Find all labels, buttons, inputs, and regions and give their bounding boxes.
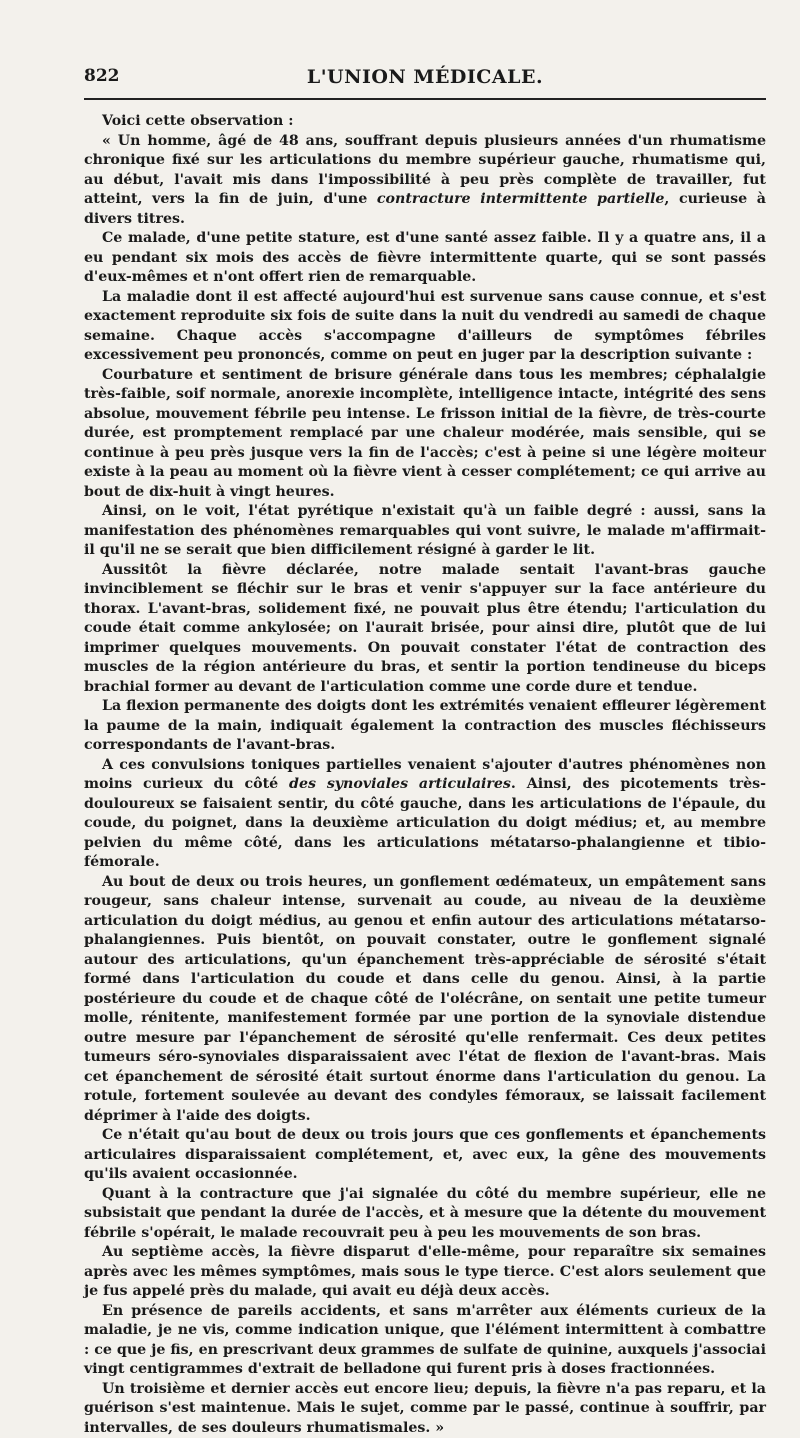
paragraph: Au bout de deux ou trois heures, un gonflement œdémateux, un empâtement sans rougeur, sans chaleur intense, survenait au coude, au niveau de la deuxième articulation du doigt médius, au genou et enfin autour des articulations métatarso-phalangiennes. Puis bientôt, on pouvait constater, outre le gonflement signalé autour des articulations, qu'un épanchement très-appréciable de sérosité s'était formé dans l'articulation du coude et dans celle du genou. Ainsi, à la partie postérieure du coude et de chaque côté de l'olécrâne, on sentait une petite tumeur molle, rénitente, manifestement formée par une portion de la synoviale distendue outre mesure par l'épanchement de sérosité qu'elle renfermait. Ces deux petites tumeurs séro-synoviales disparaissaient avec l'état de flexion de l'avant-bras. Mais cet épanchement de sérosité était surtout énorme dans l'articulation du genou. La rotule, fortement soulevée au devant des condyles fémoraux, se laissait facilement déprimer à l'aide des doigts. — [84, 873, 766, 1127]
page-number: 822 — [84, 66, 264, 86]
paragraph: Ce malade, d'une petite stature, est d'une santé assez faible. Il y a quatre ans, il a eu pendant six mois des accès de fièvre intermittente quarte, qui se sont passés d'eux-mêmes et n'ont offert rien de remarquable. — [84, 229, 766, 288]
header-rule — [84, 98, 766, 100]
paragraph: A ces convulsions toniques partielles venaient s'ajouter d'autres phénomènes non moins curieux du côté des synoviales articulaires. Ainsi, des picotements très-douloureux se faisaient sentir, du côté gauche, dans les articulations de l'épaule, du coude, du poignet, dans la deuxième articulation du doigt médius; et, au membre pelvien du même côté, dans les articulations métatarso-phalangienne et tibio-fémorale. — [84, 756, 766, 873]
page-header — [84, 66, 766, 94]
paragraph: Quant à la contracture que j'ai signalée du côté du membre supérieur, elle ne subsistait que pendant la durée de l'accès, et à mesure que la détente du mouvement fébrile s'opérait, le malade recouvrait peu à peu les mouvements de son bras. — [84, 1185, 766, 1244]
italic-term: contracture intermittente partielle — [377, 191, 664, 207]
italic-term: des synoviales articulaires — [289, 776, 511, 792]
paragraph: Un troisième et dernier accès eut encore lieu; depuis, la fièvre n'a pas reparu, et la guérison s'est maintenue. Mais le sujet, comme par le passé, continue à souffrir, par intervalles, de ses douleurs rhumatismales. » — [84, 1380, 766, 1438]
paragraph: Au septième accès, la fièvre disparut d'elle-même, pour reparaître six semaines après avec les mêmes symptômes, mais sous le type tierce. C'est alors seulement que je fus appelé près du malade, qui avait eu déjà deux accès. — [84, 1243, 766, 1302]
paragraph: Courbature et sentiment de brisure générale dans tous les membres; céphalalgie très-faible, soif normale, anorexie incomplète, intelligence intacte, intégrité des sens absolue, mouvement fébrile peu intense. Le frisson initial de la fièvre, de très-courte durée, est promptement remplacé par une chaleur modérée, mais sensible, qui se continue à peu près jusque vers la fin de l'accès; c'est à peine si une légère moiteur existe à la peau au moment où la fièvre vient à cesser complétement; ce qui arrive au bout de dix-huit à vingt heures. — [84, 366, 766, 503]
paragraph: Ce n'était qu'au bout de deux ou trois jours que ces gonflements et épanchements articulaires disparaissaient complétement, et, avec eux, la gêne des mouvements qu'ils avaient occasionnée. — [84, 1126, 766, 1185]
paragraph: Voici cette observation : — [84, 112, 766, 132]
paragraph: Ainsi, on le voit, l'état pyrétique n'existait qu'à un faible degré : aussi, sans la manifestation des phénomènes remarquables qui vont suivre, le malade m'affirmait-il qu'il ne se serait que bien difficilement résigné à garder le lit. — [84, 502, 766, 561]
paragraph: La maladie dont il est affecté aujourd'hui est survenue sans cause connue, et s'est exactement reproduite six fois de suite dans la nuit du vendredi au samedi de chaque semaine. Chaque accès s'accompagne d'ailleurs de symptômes fébriles excessivement peu prononcés, comme on peut en juger par la description suivante : — [84, 288, 766, 366]
paragraph: « Un homme, âgé de 48 ans, souffrant depuis plusieurs années d'un rhumatisme chronique fixé sur les articulations du membre supérieur gauche, rhumatisme qui, au début, l'avait mis dans l'impossibilité à peu près complète de travailler, fut atteint, vers la fin de juin, d'une contracture intermittente partielle, curieuse à divers titres. — [84, 132, 766, 230]
paragraph: Aussitôt la fièvre déclarée, notre malade sentait l'avant-bras gauche invinciblement se fléchir sur le bras et venir s'appuyer sur la face antérieure du thorax. L'avant-bras, solidement fixé, ne pouvait plus être étendu; l'articulation du coude était comme ankylosée; on l'aurait brisée, pour ainsi dire, plutôt que de lui imprimer quelques mouvements. On pouvait constater l'état de contraction des muscles de la région antérieure du bras, et sentir la portion tendineuse du biceps brachial former au devant de l'articulation comme une corde dure et tendue. — [84, 561, 766, 698]
running-title: L'UNION MÉDICALE. — [84, 66, 766, 88]
article-body — [84, 112, 766, 1438]
paragraph: En présence de pareils accidents, et sans m'arrêter aux éléments curieux de la maladie, je ne vis, comme indication unique, que l'élément intermittent à combattre : ce que je fis, en prescrivant deux grammes de sulfate de quinine, auxquels j'associai vingt centigrammes d'extrait de belladone qui furent pris à doses fractionnées. — [84, 1302, 766, 1380]
paragraph: La flexion permanente des doigts dont les extrémités venaient effleurer légèrement la paume de la main, indiquait également la contraction des muscles fléchisseurs correspondants de l'avant-bras. — [84, 697, 766, 756]
